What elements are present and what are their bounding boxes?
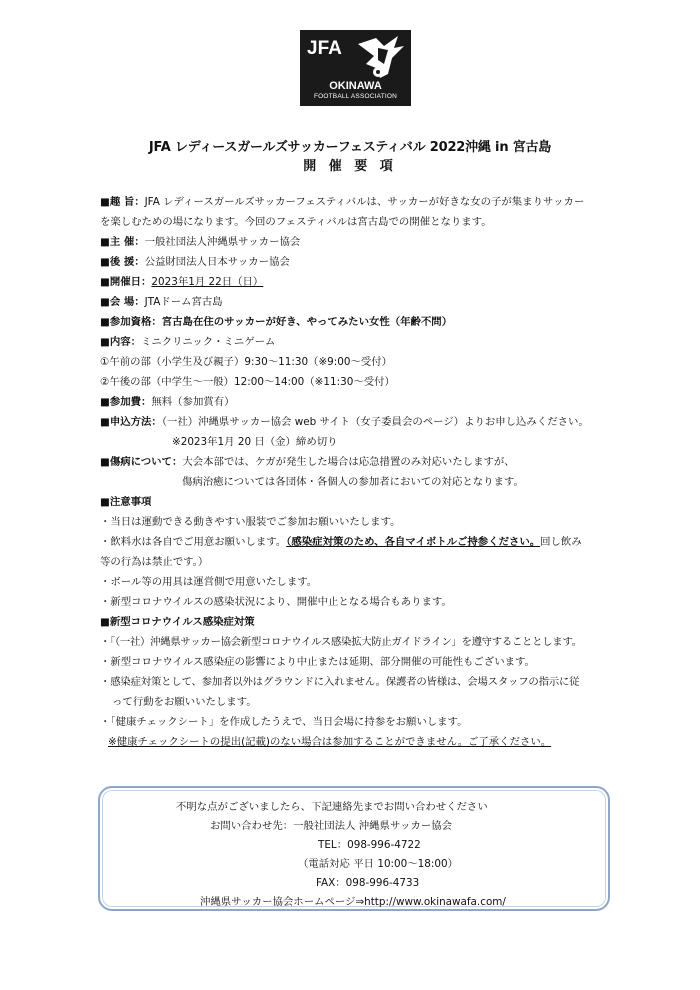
- purpose-label: ■趣 旨：: [100, 196, 145, 208]
- covid-label: ■新型コロナウイルス感染症対策: [100, 616, 255, 628]
- covid-impact: [100, 655, 535, 669]
- organizer-label: ■主 催：: [100, 236, 145, 248]
- covid-health-sheet: [100, 715, 468, 729]
- date-text: 2023年1月 22日（日）: [151, 276, 264, 288]
- note-clothing-text: ・当日は運動できる動きやすい服装でご参加お願いいたします。: [100, 516, 401, 528]
- purpose-text: JFA レディースガールズサッカーフェスティバルは、サッカーが好きな女の子が集まりサッカー: [144, 196, 585, 208]
- covid-guideline: [100, 635, 582, 649]
- contact-intro: 不明な点がございましたら、下記連絡先までお問い合わせください: [176, 801, 488, 813]
- note-clothing: [100, 515, 401, 529]
- purpose-text-2: を楽しむための場になります。今回のフェスティバルは宮古島での開催となります。: [100, 216, 492, 228]
- covid-ground-text: ・感染症対策として、参加者以外はグラウンドに入れません。保護者の皆様は、会場スタッフの指示に従: [100, 676, 580, 688]
- injury-label: ■傷病について：: [100, 456, 183, 468]
- deadline-line: [172, 435, 338, 449]
- contact-website[interactable]: 沖縄県サッカー協会ホームページ⇒http://www.okinawafa.com/: [200, 896, 506, 908]
- covid-ground-2: [112, 695, 257, 709]
- note-water-bold: （感染症対策のため、各自マイボトルご持参ください。: [286, 536, 541, 548]
- covid-ground: [100, 675, 579, 689]
- note-water-text-2: 等の行為は禁止です。）: [100, 556, 209, 568]
- note-water-post: 回し飲み: [540, 536, 582, 548]
- fee-text: 無料（参加賞有）: [151, 396, 235, 408]
- document-title: JFA レディースガールズサッカーフェスティバル 2022沖縄 in 宮古島: [148, 140, 552, 155]
- morning-session-text: ①午前の部（小学生及び親子）9:30～11:30（※9:00～受付）: [100, 356, 393, 368]
- note-equipment: [100, 575, 317, 589]
- contact-hours: （電話対応 平日 10:00～18:00）: [298, 858, 459, 870]
- jfa-okinawa-logo: [300, 30, 411, 106]
- fee-label: ■参加費：: [100, 396, 152, 408]
- purpose-line: [100, 195, 584, 209]
- logo-abbr: JFA: [307, 38, 342, 59]
- note-equipment-text: ・ボール等の用具は運営側で用意いたします。: [100, 576, 318, 588]
- afternoon-session-line: [100, 375, 395, 389]
- venue-text: JTAドーム宮古島: [144, 296, 223, 308]
- note-water-text: ・飲料水は各自でご用意お願いします。: [100, 536, 287, 548]
- application-label: ■申込方法：: [100, 416, 162, 428]
- note-cancel-text: ・新型コロナウイルスの感染状況により、開催中止となる場合もあります。: [100, 596, 452, 608]
- contact-org: お問い合わせ先：一般社団法人 沖縄県サッカー協会: [210, 820, 453, 832]
- eligibility-label: ■参加資格：: [100, 316, 162, 328]
- injury-text: 大会本部では、ケガが発生した場合は応急措置のみ対応いたしますが、: [182, 456, 515, 468]
- note-water: [100, 535, 582, 549]
- fee-line: [100, 395, 235, 409]
- application-line: [100, 415, 589, 429]
- date-label: ■開催日：: [100, 276, 152, 288]
- covid-impact-text: ・新型コロナウイルス感染症の影響により中止または延期、部分開催の可能性もございます。: [100, 656, 535, 668]
- eligibility-line: [100, 315, 452, 329]
- support-text: 公益財団法人日本サッカー協会: [144, 256, 290, 268]
- venue-label: ■会 場：: [100, 296, 145, 308]
- organizer-text: 一般社団法人沖縄県サッカー協会: [144, 236, 301, 248]
- purpose-line-2: [100, 215, 492, 229]
- morning-session-line: [100, 355, 392, 369]
- notes-heading: [100, 495, 151, 509]
- afternoon-session-text: ②午後の部（中学生～一般）12:00～14:00（※11:30～受付）: [100, 376, 395, 388]
- note-water-2: [100, 555, 208, 569]
- covid-guideline-text: ・「（一社）沖縄県サッカー協会新型コロナウイルス感染拡大防止ガイドライン」を遵守することとします。: [100, 636, 582, 648]
- injury-text-2: 傷病治癒については各団体・各個人の参加者においての対応となります。: [182, 476, 524, 488]
- covid-health-sheet-note-text: ※健康チェックシートの提出(記載)のない場合は参加することができません。ご了承ください。: [108, 736, 552, 748]
- date-line: [100, 275, 263, 289]
- injury-line-2: [182, 475, 524, 489]
- logo-subname: FOOTBALL ASSOCIATION: [313, 93, 398, 100]
- support-label: ■後 援：: [100, 256, 145, 268]
- content-line: [100, 335, 275, 349]
- content-label: ■内容：: [100, 336, 141, 348]
- logo-name: OKINAWA: [329, 80, 382, 92]
- venue-line: [100, 295, 223, 309]
- note-cancel: [100, 595, 452, 609]
- eligibility-text: 宮古島在住のサッカーが好き、やってみたい女性（年齢不問）: [161, 316, 453, 328]
- contact-tel: TEL：098-996-4722: [318, 839, 421, 851]
- organizer-line: [100, 235, 300, 249]
- crow-emblem-icon: [354, 34, 406, 80]
- covid-heading: [100, 615, 255, 629]
- covid-ground-text-2: って行動をお願いいたします。: [112, 696, 257, 708]
- content-text: ミニクリニック・ミニゲーム: [141, 336, 276, 348]
- application-text: （一社）沖縄県サッカー協会 web サイト（女子委員会のページ）よりお申し込みください。: [161, 416, 589, 428]
- support-line: [100, 255, 290, 269]
- document-subtitle: 開 催 要 項: [303, 159, 397, 174]
- notes-label: ■注意事項: [100, 496, 152, 508]
- deadline-text: ※2023年1月 20 日（金）締め切り: [172, 436, 338, 448]
- injury-line: [100, 455, 515, 469]
- covid-health-sheet-text: ・「健康チェックシート」を作成したうえで、当日会場に持参をお願いします。: [100, 716, 468, 728]
- covid-health-sheet-note: [108, 735, 551, 749]
- contact-fax: FAX：098-996-4733: [316, 877, 420, 889]
